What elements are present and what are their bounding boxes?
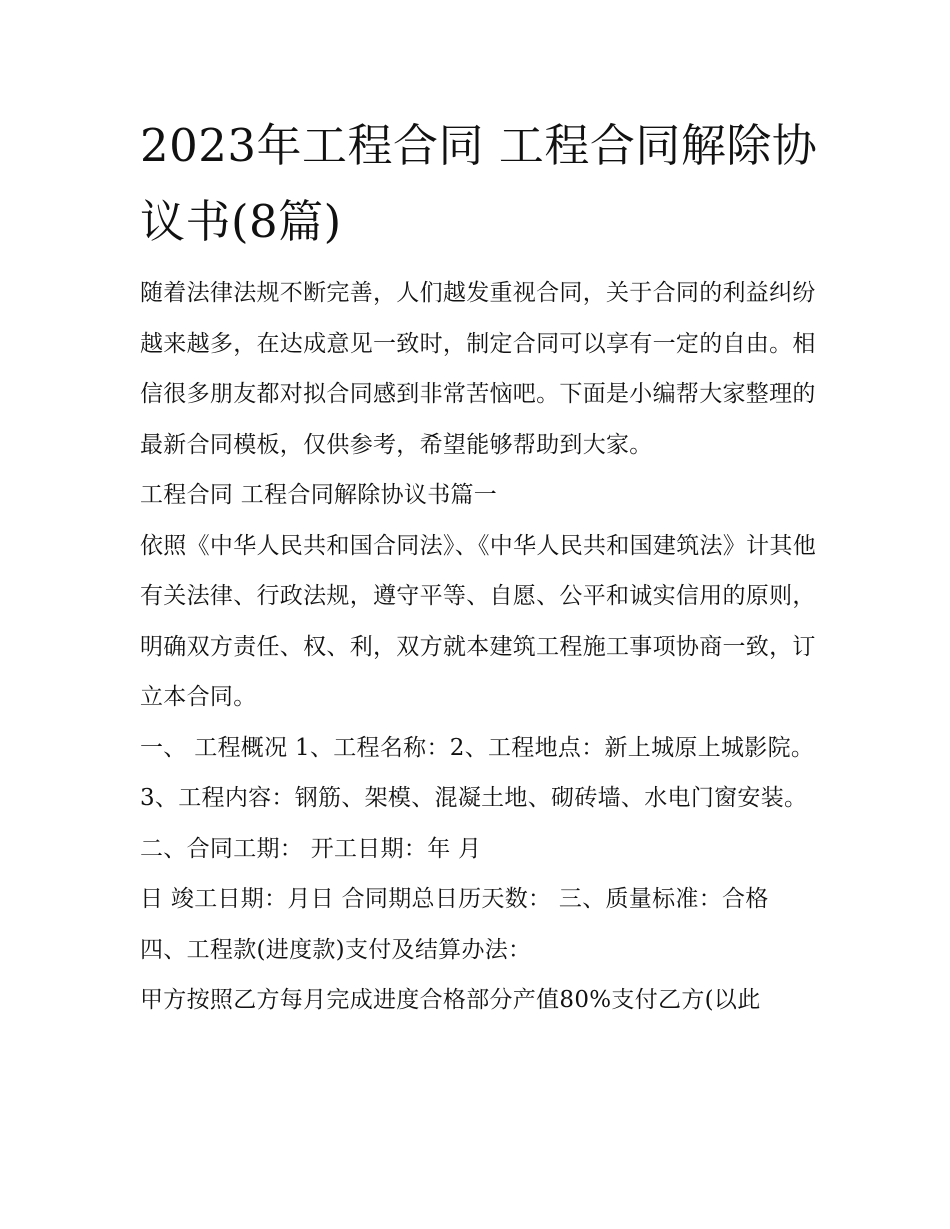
document-title: 2023年工程合同 工程合同解除协议书(8篇) — [140, 119, 818, 248]
body-paragraph: 一、 工程概况 1、工程名称：2、工程地点：新上城原上城影院。 3、工程内容：钢筋、架模、混凝土地、砌砖墙、水电门窗安装。 二、合同工期： 开工日期：年 月 — [140, 734, 815, 862]
body-paragraph: 甲方按照乙方每月完成进度合格部分产值80%支付乙方(以此 — [140, 987, 761, 1013]
body-paragraph: 日 竣工日期：月日 合同期总日历天数： 三、质量标准：合格 — [140, 886, 769, 912]
section-heading: 工程合同 工程合同解除协议书篇一 — [140, 482, 498, 508]
body-paragraph: 四、工程款(进度款)支付及结算办法： — [140, 936, 532, 963]
body-paragraph: 依照《中华人民共和国合同法》、《中华人民共和国建筑法》计其他有关法律、行政法规，遵守平等、自愿、公平和诚实信用的原则，明确双方责任、权、利，双方就本建筑工程施工事项协商一致，订立本合同。 — [140, 532, 816, 710]
document-page — [140, 108, 820, 1026]
intro-paragraph: 随着法律法规不断完善，人们越发重视合同，关于合同的利益纠纷越来越多，在达成意见一致时，制定合同可以享有一定的自由。相信很多朋友都对拟合同感到非常苦恼吧。下面是小编帮大家整理的最新合同模板，仅供参考，希望能够帮助到大家。 — [140, 280, 816, 458]
